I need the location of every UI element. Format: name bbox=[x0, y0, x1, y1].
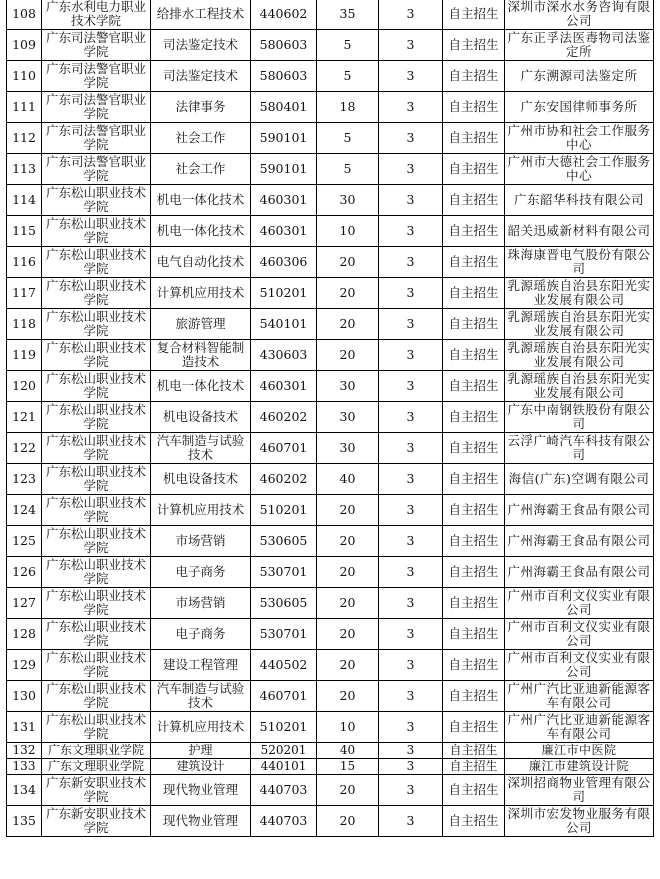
school-name: 广东松山职业技术学院 bbox=[42, 650, 151, 681]
row-number: 135 bbox=[7, 806, 42, 837]
school-name: 广东松山职业技术学院 bbox=[42, 619, 151, 650]
study-years: 3 bbox=[379, 464, 443, 495]
table-row bbox=[7, 216, 654, 247]
enrollment-count: 20 bbox=[317, 806, 379, 837]
major-name: 司法鉴定技术 bbox=[151, 30, 251, 61]
school-name: 广东松山职业技术学院 bbox=[42, 557, 151, 588]
school-name: 广东松山职业技术学院 bbox=[42, 588, 151, 619]
table-row bbox=[7, 309, 654, 340]
company-name: 韶关迅威新材料有限公司 bbox=[505, 216, 654, 247]
school-name: 广东松山职业技术学院 bbox=[42, 340, 151, 371]
school-name: 广东水利电力职业技术学院 bbox=[42, 0, 151, 30]
company-name: 广东中南钢铁股份有限公司 bbox=[505, 402, 654, 433]
major-name: 法律事务 bbox=[151, 92, 251, 123]
major-code: 460301 bbox=[251, 185, 317, 216]
table-row bbox=[7, 247, 654, 278]
table-row bbox=[7, 185, 654, 216]
admission-type: 自主招生 bbox=[443, 681, 505, 712]
study-years: 3 bbox=[379, 340, 443, 371]
company-name: 广州海霸王食品有限公司 bbox=[505, 526, 654, 557]
company-name: 珠海康晋电气股份有限公司 bbox=[505, 247, 654, 278]
major-code: 530605 bbox=[251, 526, 317, 557]
table-row bbox=[7, 495, 654, 526]
admission-type: 自主招生 bbox=[443, 650, 505, 681]
major-code: 440703 bbox=[251, 806, 317, 837]
major-code: 530605 bbox=[251, 588, 317, 619]
admission-type: 自主招生 bbox=[443, 340, 505, 371]
table-row bbox=[7, 278, 654, 309]
school-name: 广东文理职业学院 bbox=[42, 759, 151, 775]
enrollment-count: 10 bbox=[317, 712, 379, 743]
school-name: 广东司法警官职业学院 bbox=[42, 30, 151, 61]
table-row bbox=[7, 154, 654, 185]
major-name: 机电设备技术 bbox=[151, 402, 251, 433]
study-years: 3 bbox=[379, 123, 443, 154]
major-name: 机电一体化技术 bbox=[151, 185, 251, 216]
major-name: 旅游管理 bbox=[151, 309, 251, 340]
school-name: 广东新安职业技术学院 bbox=[42, 806, 151, 837]
school-name: 广东司法警官职业学院 bbox=[42, 61, 151, 92]
study-years: 3 bbox=[379, 681, 443, 712]
enrollment-count: 20 bbox=[317, 340, 379, 371]
major-code: 440602 bbox=[251, 0, 317, 30]
company-name: 广州市协和社会工作服务中心 bbox=[505, 123, 654, 154]
row-number: 132 bbox=[7, 743, 42, 759]
enrollment-count: 20 bbox=[317, 619, 379, 650]
admission-type: 自主招生 bbox=[443, 247, 505, 278]
row-number: 121 bbox=[7, 402, 42, 433]
school-name: 广东文理职业学院 bbox=[42, 743, 151, 759]
school-name: 广东松山职业技术学院 bbox=[42, 464, 151, 495]
school-name: 广东松山职业技术学院 bbox=[42, 185, 151, 216]
study-years: 3 bbox=[379, 526, 443, 557]
major-code: 580603 bbox=[251, 61, 317, 92]
school-name: 广东松山职业技术学院 bbox=[42, 681, 151, 712]
row-number: 115 bbox=[7, 216, 42, 247]
table-row bbox=[7, 433, 654, 464]
study-years: 3 bbox=[379, 402, 443, 433]
study-years: 3 bbox=[379, 61, 443, 92]
study-years: 3 bbox=[379, 433, 443, 464]
enrollment-count: 30 bbox=[317, 185, 379, 216]
row-number: 119 bbox=[7, 340, 42, 371]
company-name: 深圳招商物业管理有限公司 bbox=[505, 775, 654, 806]
enrollment-count: 10 bbox=[317, 216, 379, 247]
admission-type: 自主招生 bbox=[443, 216, 505, 247]
admission-type: 自主招生 bbox=[443, 154, 505, 185]
admission-type: 自主招生 bbox=[443, 619, 505, 650]
company-name: 乳源瑶族自治县东阳光实业发展有限公司 bbox=[505, 309, 654, 340]
row-number: 131 bbox=[7, 712, 42, 743]
major-name: 建设工程管理 bbox=[151, 650, 251, 681]
major-name: 社会工作 bbox=[151, 154, 251, 185]
company-name: 乳源瑶族自治县东阳光实业发展有限公司 bbox=[505, 278, 654, 309]
admission-type: 自主招生 bbox=[443, 433, 505, 464]
row-number: 120 bbox=[7, 371, 42, 402]
row-number: 114 bbox=[7, 185, 42, 216]
major-code: 510201 bbox=[251, 495, 317, 526]
row-number: 130 bbox=[7, 681, 42, 712]
company-name: 云浮广崎汽车科技有限公司 bbox=[505, 433, 654, 464]
company-name: 广州市百利文仪实业有限公司 bbox=[505, 650, 654, 681]
major-code: 530701 bbox=[251, 557, 317, 588]
major-code: 440703 bbox=[251, 775, 317, 806]
major-name: 电气自动化技术 bbox=[151, 247, 251, 278]
major-name: 机电一体化技术 bbox=[151, 216, 251, 247]
study-years: 3 bbox=[379, 309, 443, 340]
school-name: 广东松山职业技术学院 bbox=[42, 247, 151, 278]
table-row bbox=[7, 743, 654, 759]
admission-type: 自主招生 bbox=[443, 759, 505, 775]
enrollment-count: 30 bbox=[317, 371, 379, 402]
major-code: 460701 bbox=[251, 681, 317, 712]
enrollment-count: 35 bbox=[317, 0, 379, 30]
company-name: 广东韶华科技有限公司 bbox=[505, 185, 654, 216]
study-years: 3 bbox=[379, 759, 443, 775]
major-code: 440101 bbox=[251, 759, 317, 775]
enrollment-table bbox=[6, 0, 654, 837]
enrollment-count: 20 bbox=[317, 681, 379, 712]
enrollment-count: 18 bbox=[317, 92, 379, 123]
table-row bbox=[7, 402, 654, 433]
enrollment-count: 20 bbox=[317, 526, 379, 557]
major-name: 社会工作 bbox=[151, 123, 251, 154]
admission-type: 自主招生 bbox=[443, 402, 505, 433]
table-row bbox=[7, 340, 654, 371]
row-number: 118 bbox=[7, 309, 42, 340]
table-row bbox=[7, 526, 654, 557]
school-name: 广东松山职业技术学院 bbox=[42, 433, 151, 464]
row-number: 125 bbox=[7, 526, 42, 557]
table-row bbox=[7, 371, 654, 402]
admission-type: 自主招生 bbox=[443, 309, 505, 340]
school-name: 广东司法警官职业学院 bbox=[42, 123, 151, 154]
table-row bbox=[7, 0, 654, 30]
admission-type: 自主招生 bbox=[443, 588, 505, 619]
row-number: 123 bbox=[7, 464, 42, 495]
row-number: 127 bbox=[7, 588, 42, 619]
row-number: 124 bbox=[7, 495, 42, 526]
table-body bbox=[7, 0, 654, 837]
admission-type: 自主招生 bbox=[443, 775, 505, 806]
major-name: 电子商务 bbox=[151, 619, 251, 650]
enrollment-count: 30 bbox=[317, 433, 379, 464]
study-years: 3 bbox=[379, 650, 443, 681]
major-code: 460301 bbox=[251, 216, 317, 247]
major-name: 机电一体化技术 bbox=[151, 371, 251, 402]
major-name: 建筑设计 bbox=[151, 759, 251, 775]
major-name: 给排水工程技术 bbox=[151, 0, 251, 30]
major-name: 电子商务 bbox=[151, 557, 251, 588]
school-name: 广东松山职业技术学院 bbox=[42, 526, 151, 557]
study-years: 3 bbox=[379, 0, 443, 30]
admission-type: 自主招生 bbox=[443, 712, 505, 743]
enrollment-count: 20 bbox=[317, 309, 379, 340]
major-code: 430603 bbox=[251, 340, 317, 371]
school-name: 广东司法警官职业学院 bbox=[42, 154, 151, 185]
study-years: 3 bbox=[379, 216, 443, 247]
row-number: 112 bbox=[7, 123, 42, 154]
study-years: 3 bbox=[379, 278, 443, 309]
major-code: 540101 bbox=[251, 309, 317, 340]
major-name: 现代物业管理 bbox=[151, 775, 251, 806]
major-code: 520201 bbox=[251, 743, 317, 759]
admission-type: 自主招生 bbox=[443, 92, 505, 123]
admission-type: 自主招生 bbox=[443, 123, 505, 154]
company-name: 广州市大德社会工作服务中心 bbox=[505, 154, 654, 185]
table-row bbox=[7, 557, 654, 588]
study-years: 3 bbox=[379, 495, 443, 526]
admission-type: 自主招生 bbox=[443, 464, 505, 495]
major-name: 司法鉴定技术 bbox=[151, 61, 251, 92]
table-row bbox=[7, 775, 654, 806]
row-number: 113 bbox=[7, 154, 42, 185]
table-row bbox=[7, 464, 654, 495]
major-name: 计算机应用技术 bbox=[151, 495, 251, 526]
company-name: 广东溯源司法鉴定所 bbox=[505, 61, 654, 92]
major-name: 汽车制造与试验技术 bbox=[151, 433, 251, 464]
row-number: 109 bbox=[7, 30, 42, 61]
study-years: 3 bbox=[379, 619, 443, 650]
major-code: 510201 bbox=[251, 712, 317, 743]
admission-type: 自主招生 bbox=[443, 371, 505, 402]
major-code: 460202 bbox=[251, 402, 317, 433]
admission-type: 自主招生 bbox=[443, 806, 505, 837]
school-name: 广东司法警官职业学院 bbox=[42, 92, 151, 123]
study-years: 3 bbox=[379, 247, 443, 278]
admission-type: 自主招生 bbox=[443, 0, 505, 30]
enrollment-count: 20 bbox=[317, 588, 379, 619]
enrollment-count: 5 bbox=[317, 123, 379, 154]
enrollment-count: 20 bbox=[317, 775, 379, 806]
company-name: 广州市百利文仪实业有限公司 bbox=[505, 619, 654, 650]
study-years: 3 bbox=[379, 371, 443, 402]
school-name: 广东松山职业技术学院 bbox=[42, 712, 151, 743]
company-name: 广州海霸王食品有限公司 bbox=[505, 557, 654, 588]
company-name: 乳源瑶族自治县东阳光实业发展有限公司 bbox=[505, 340, 654, 371]
major-name: 护理 bbox=[151, 743, 251, 759]
table-row bbox=[7, 30, 654, 61]
major-name: 现代物业管理 bbox=[151, 806, 251, 837]
row-number: 111 bbox=[7, 92, 42, 123]
company-name: 广东安国律师事务所 bbox=[505, 92, 654, 123]
row-number: 110 bbox=[7, 61, 42, 92]
enrollment-count: 20 bbox=[317, 247, 379, 278]
major-name: 计算机应用技术 bbox=[151, 278, 251, 309]
study-years: 3 bbox=[379, 92, 443, 123]
major-code: 530701 bbox=[251, 619, 317, 650]
study-years: 3 bbox=[379, 712, 443, 743]
school-name: 广东松山职业技术学院 bbox=[42, 402, 151, 433]
major-code: 510201 bbox=[251, 278, 317, 309]
table-row bbox=[7, 650, 654, 681]
table-row bbox=[7, 806, 654, 837]
company-name: 广东正孚法医毒物司法鉴定所 bbox=[505, 30, 654, 61]
major-name: 复合材料智能制造技术 bbox=[151, 340, 251, 371]
company-name: 广州广汽比亚迪新能源客车有限公司 bbox=[505, 712, 654, 743]
row-number: 133 bbox=[7, 759, 42, 775]
admission-type: 自主招生 bbox=[443, 557, 505, 588]
study-years: 3 bbox=[379, 154, 443, 185]
row-number: 134 bbox=[7, 775, 42, 806]
study-years: 3 bbox=[379, 775, 443, 806]
major-code: 580603 bbox=[251, 30, 317, 61]
admission-type: 自主招生 bbox=[443, 526, 505, 557]
company-name: 广州海霸王食品有限公司 bbox=[505, 495, 654, 526]
company-name: 广州广汽比亚迪新能源客车有限公司 bbox=[505, 681, 654, 712]
enrollment-count: 40 bbox=[317, 743, 379, 759]
admission-type: 自主招生 bbox=[443, 278, 505, 309]
major-code: 460301 bbox=[251, 371, 317, 402]
major-name: 计算机应用技术 bbox=[151, 712, 251, 743]
table-row bbox=[7, 588, 654, 619]
table-row bbox=[7, 123, 654, 154]
major-code: 460701 bbox=[251, 433, 317, 464]
study-years: 3 bbox=[379, 185, 443, 216]
school-name: 广东松山职业技术学院 bbox=[42, 495, 151, 526]
company-name: 深圳市深水水务咨询有限公司 bbox=[505, 0, 654, 30]
major-name: 机电设备技术 bbox=[151, 464, 251, 495]
company-name: 廉江市建筑设计院 bbox=[505, 759, 654, 775]
enrollment-count: 5 bbox=[317, 61, 379, 92]
enrollment-count: 20 bbox=[317, 278, 379, 309]
table-row bbox=[7, 681, 654, 712]
enrollment-count: 5 bbox=[317, 30, 379, 61]
table-row bbox=[7, 61, 654, 92]
study-years: 3 bbox=[379, 557, 443, 588]
school-name: 广东松山职业技术学院 bbox=[42, 216, 151, 247]
admission-type: 自主招生 bbox=[443, 743, 505, 759]
company-name: 廉江市中医院 bbox=[505, 743, 654, 759]
enrollment-count: 20 bbox=[317, 650, 379, 681]
school-name: 广东松山职业技术学院 bbox=[42, 278, 151, 309]
study-years: 3 bbox=[379, 30, 443, 61]
table-row bbox=[7, 712, 654, 743]
study-years: 3 bbox=[379, 743, 443, 759]
enrollment-count: 15 bbox=[317, 759, 379, 775]
row-number: 126 bbox=[7, 557, 42, 588]
major-code: 590101 bbox=[251, 154, 317, 185]
major-code: 580401 bbox=[251, 92, 317, 123]
admission-type: 自主招生 bbox=[443, 61, 505, 92]
study-years: 3 bbox=[379, 806, 443, 837]
major-code: 440502 bbox=[251, 650, 317, 681]
enrollment-count: 40 bbox=[317, 464, 379, 495]
admission-type: 自主招生 bbox=[443, 495, 505, 526]
major-name: 市场营销 bbox=[151, 526, 251, 557]
study-years: 3 bbox=[379, 588, 443, 619]
row-number: 116 bbox=[7, 247, 42, 278]
enrollment-count: 30 bbox=[317, 402, 379, 433]
row-number: 122 bbox=[7, 433, 42, 464]
company-name: 乳源瑶族自治县东阳光实业发展有限公司 bbox=[505, 371, 654, 402]
row-number: 129 bbox=[7, 650, 42, 681]
company-name: 深圳市宏发物业服务有限公司 bbox=[505, 806, 654, 837]
enrollment-count: 5 bbox=[317, 154, 379, 185]
table-row bbox=[7, 92, 654, 123]
table-row bbox=[7, 619, 654, 650]
row-number: 117 bbox=[7, 278, 42, 309]
row-number: 128 bbox=[7, 619, 42, 650]
enrollment-count: 20 bbox=[317, 495, 379, 526]
admission-type: 自主招生 bbox=[443, 30, 505, 61]
major-code: 460306 bbox=[251, 247, 317, 278]
school-name: 广东新安职业技术学院 bbox=[42, 775, 151, 806]
enrollment-count: 20 bbox=[317, 557, 379, 588]
admission-type: 自主招生 bbox=[443, 185, 505, 216]
company-name: 海信(广东)空调有限公司 bbox=[505, 464, 654, 495]
row-number: 108 bbox=[7, 0, 42, 30]
school-name: 广东松山职业技术学院 bbox=[42, 371, 151, 402]
table-row bbox=[7, 759, 654, 775]
major-code: 460202 bbox=[251, 464, 317, 495]
major-code: 590101 bbox=[251, 123, 317, 154]
major-name: 汽车制造与试验技术 bbox=[151, 681, 251, 712]
school-name: 广东松山职业技术学院 bbox=[42, 309, 151, 340]
major-name: 市场营销 bbox=[151, 588, 251, 619]
company-name: 广州市百利文仪实业有限公司 bbox=[505, 588, 654, 619]
